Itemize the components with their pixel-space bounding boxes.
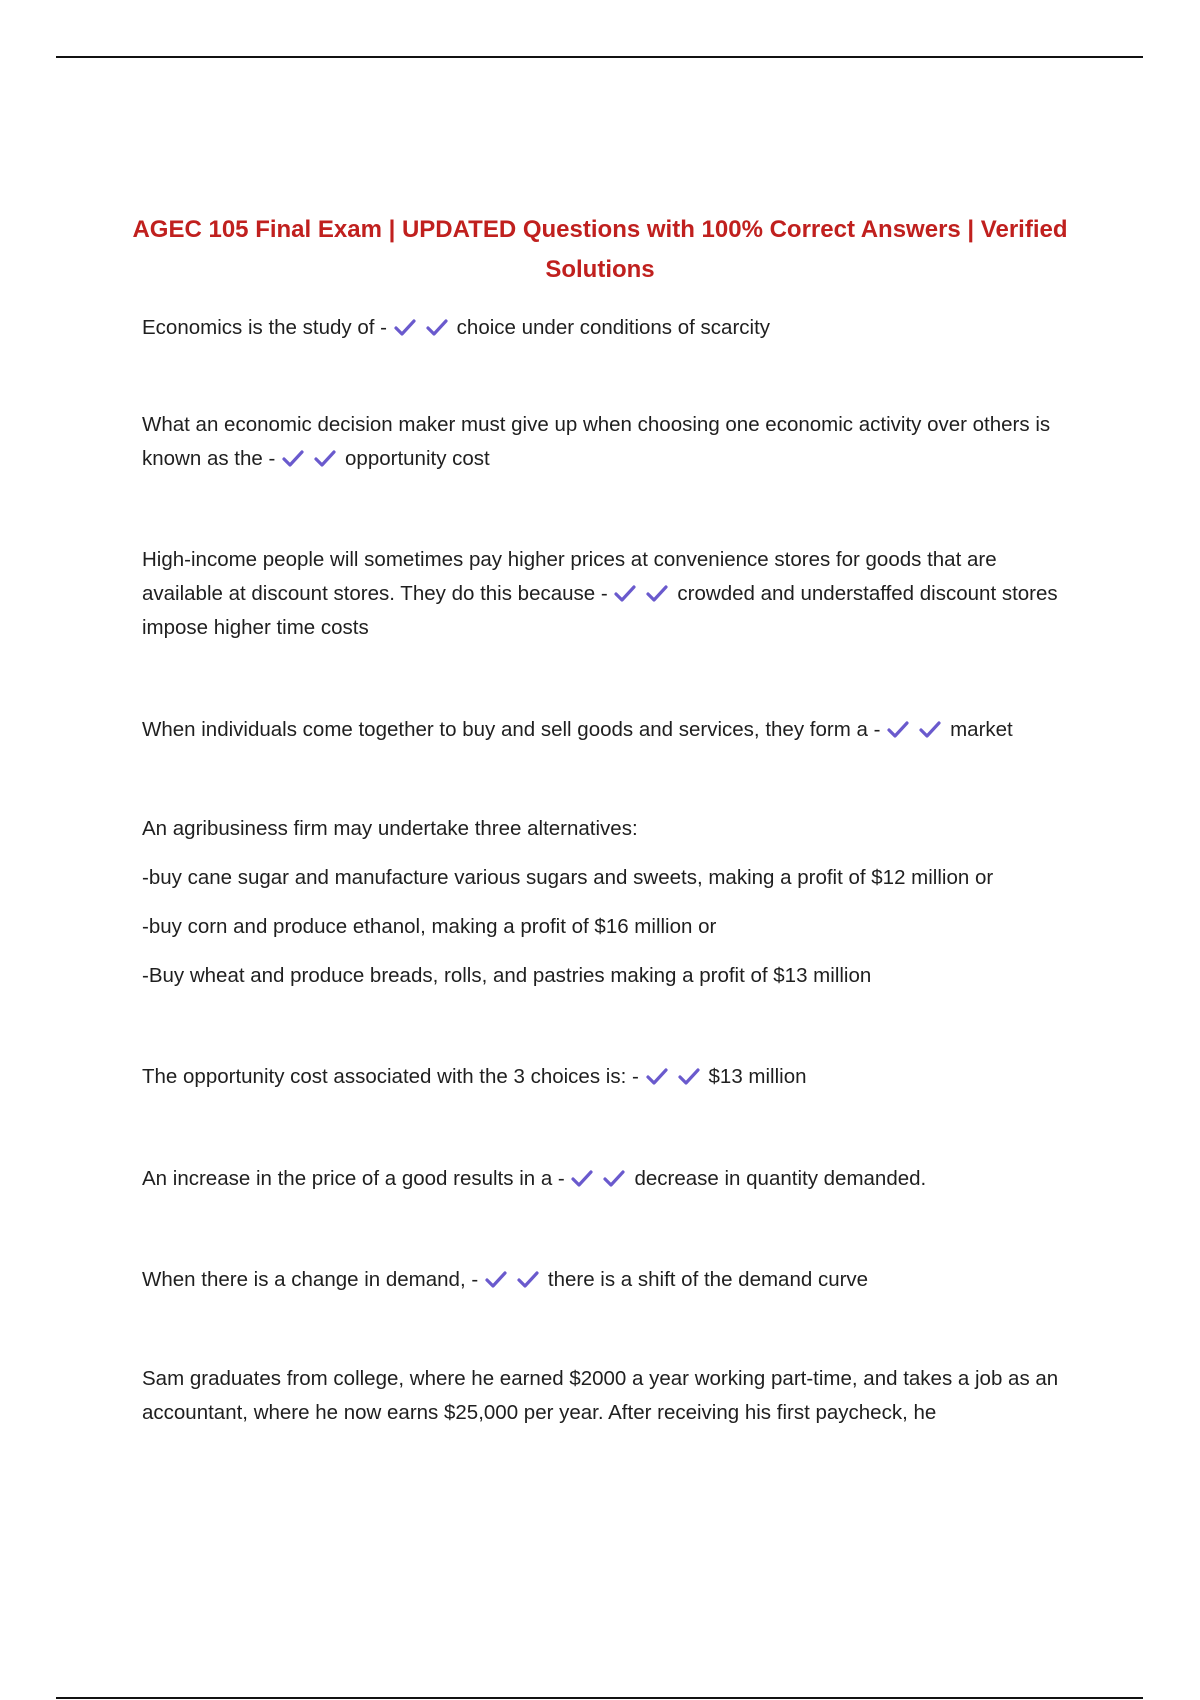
- agribusiness-option: -buy corn and produce ethanol, making a profit of $16 million or: [142, 915, 717, 938]
- answer-text: choice under conditions of scarcity: [456, 316, 771, 339]
- question-text: An increase in the price of a good results in a -: [142, 1167, 565, 1190]
- agribusiness-option: -buy cane sugar and manufacture various sugars and sweets, making a profit of $12 million or: [142, 866, 994, 889]
- question-text: The opportunity cost associated with the 3 choices is: -: [142, 1065, 639, 1088]
- agribusiness-option: -Buy wheat and produce breads, rolls, and pastries making a profit of $13 million: [142, 964, 872, 987]
- double-check-icon: [393, 316, 457, 339]
- double-check-icon: [484, 1268, 548, 1291]
- agribusiness-intro: An agribusiness firm may undertake three alternatives:: [142, 817, 638, 840]
- question-text: High-income people will sometimes pay higher prices at convenience stores for goods that are available at discount stores. They do this because -: [142, 548, 997, 605]
- double-check-icon: [645, 1065, 709, 1088]
- top-rule: [56, 56, 1143, 58]
- question-text: When there is a change in demand, -: [142, 1268, 479, 1291]
- double-check-icon: [613, 582, 677, 605]
- qa-item: [142, 543, 1077, 645]
- question-text: What an economic decision maker must give up when choosing one economic activity over others is known as the -: [142, 413, 1051, 470]
- qa-item: [142, 713, 1077, 747]
- qa-item: [142, 311, 1077, 345]
- sam-paragraph: Sam graduates from college, where he earned $2000 a year working part-time, and takes a job as an accountant, where he now earns $25,000 per year. After receiving his first paycheck, he: [142, 1367, 1059, 1424]
- qa-item: [142, 408, 1077, 476]
- bottom-rule: [56, 1697, 1143, 1699]
- question-text: Economics is the study of -: [142, 316, 387, 339]
- document-title: AGEC 105 Final Exam | UPDATED Questions with 100% Correct Answers | Verified Solutions: [132, 216, 1068, 283]
- answer-text: crowded and understaffed discount stores impose higher time costs: [142, 582, 1058, 639]
- qa-item: [142, 1162, 1077, 1196]
- qa-item: [142, 1263, 1077, 1297]
- answer-text: opportunity cost: [345, 447, 490, 470]
- double-check-icon: [570, 1167, 634, 1190]
- answer-text: decrease in quantity demanded.: [634, 1167, 927, 1190]
- answer-text: $13 million: [708, 1065, 807, 1088]
- double-check-icon: [281, 447, 345, 470]
- answer-text: market: [950, 718, 1013, 741]
- double-check-icon: [886, 718, 950, 741]
- answer-text: there is a shift of the demand curve: [547, 1268, 869, 1291]
- question-text: When individuals come together to buy and sell goods and services, they form a -: [142, 718, 881, 741]
- qa-item: [142, 1060, 1077, 1094]
